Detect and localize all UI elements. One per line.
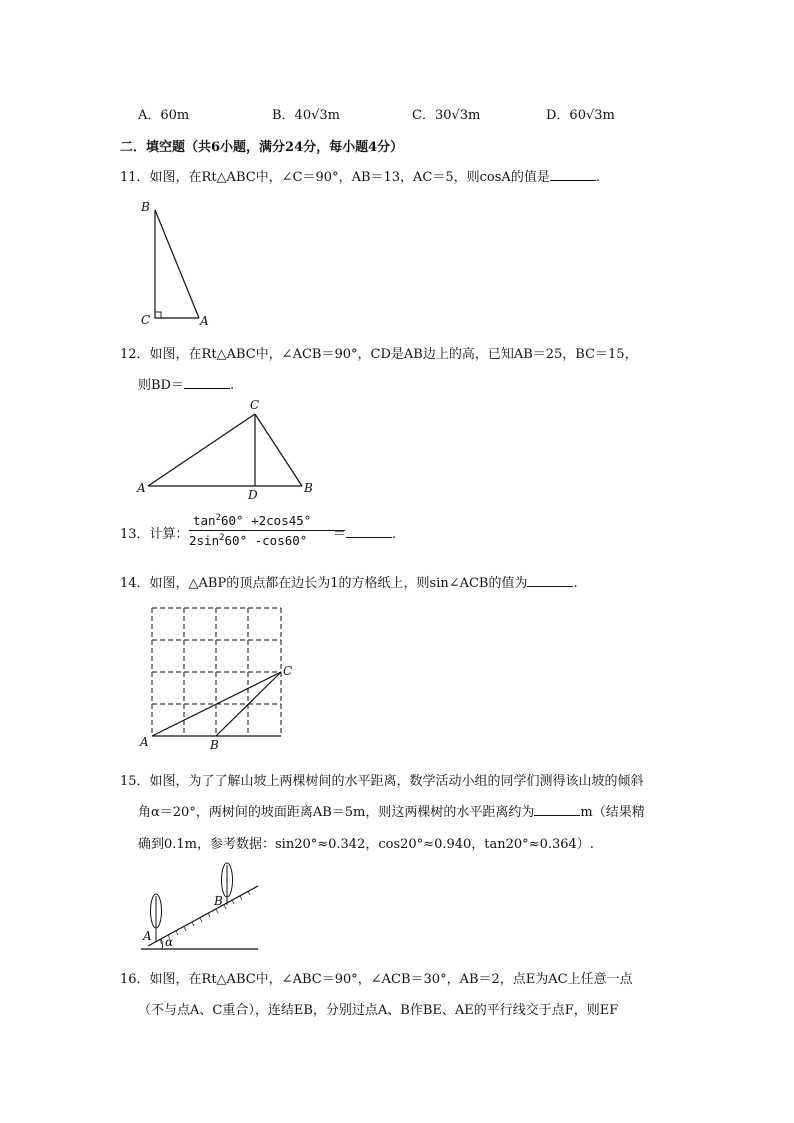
q15-label-b: B: [214, 894, 223, 908]
tree-a-icon: [151, 894, 162, 941]
option-a: A．60m: [138, 108, 190, 123]
q12-text: 则BD＝: [138, 378, 184, 393]
q11-text: 11．如图，在Rt△ABC中，∠C＝90°，AB＝13，AC＝5，则cosA的值是: [120, 170, 550, 185]
q12-label-a: A: [137, 481, 146, 495]
q13-prefix: 13．计算：: [120, 527, 189, 542]
q14-label-b: B: [210, 738, 219, 752]
question-16-line1: 16．如图，在Rt△ABC中，∠ABC＝90°，∠ACB＝30°，AB＝2，点E为AC上任意一点: [120, 972, 633, 987]
option-b: B．40√3m: [272, 108, 340, 123]
q15-label-a: A: [143, 929, 152, 943]
q11-label-a: A: [200, 314, 209, 328]
q15-text: 角α＝20°，两树间的坡面距离AB＝5m，则这两棵树的水平距离约为: [138, 805, 535, 820]
q15-unit: m（结果精: [580, 805, 645, 820]
q11-label-b: B: [141, 200, 150, 214]
question-15-line1: 15．如图，为了了解山坡上两棵树间的水平距离，数学活动小组的同学们测得该山坡的倾斜: [120, 774, 644, 789]
q12-end: .: [229, 378, 235, 393]
q14-end: .: [573, 576, 578, 591]
q13-numerator: $\tan^260^\circ +2\cos 45^\circ$: [193, 513, 312, 529]
q14-label-c: C: [283, 664, 293, 678]
question-15-line3: 确到0.1m，参考数据：sin20°≈0.342，cos20°≈0.940，tan20°≈0.364）.: [138, 837, 594, 852]
q12-label-d: D: [248, 488, 258, 502]
q12-label-c: C: [250, 398, 260, 412]
question-16-line2: （不与点A、C重合），连结EB，分别过点A、B作BE、AE的平行线交于点F，则EF: [138, 1003, 619, 1018]
option-d: D．60√3m: [546, 108, 615, 123]
q15-label-alpha: α: [165, 935, 174, 949]
tree-b-icon: [222, 863, 233, 905]
option-c: C．30√3m: [412, 108, 481, 123]
q11-end: .: [595, 170, 600, 185]
q14-label-a: A: [140, 735, 149, 749]
q12-label-b: B: [304, 481, 313, 495]
q13-denominator: $2\sin^260^\circ$ -cos60°: [189, 533, 308, 549]
q11-label-c: C: [141, 313, 151, 327]
q13-end: .: [392, 527, 397, 542]
question-12-line1: 12．如图，在Rt△ABC中，∠ACB＝90°，CD是AB边上的高，已知AB＝25，BC＝15，: [120, 347, 638, 362]
section-title: 二．填空题（共6小题，满分24分，每小题4分）: [120, 140, 404, 155]
q13-equals: ＝: [333, 527, 347, 542]
q14-text: 14．如图，△ABP的顶点都在边长为1的方格纸上，则sin∠ACB的值为: [120, 576, 528, 591]
